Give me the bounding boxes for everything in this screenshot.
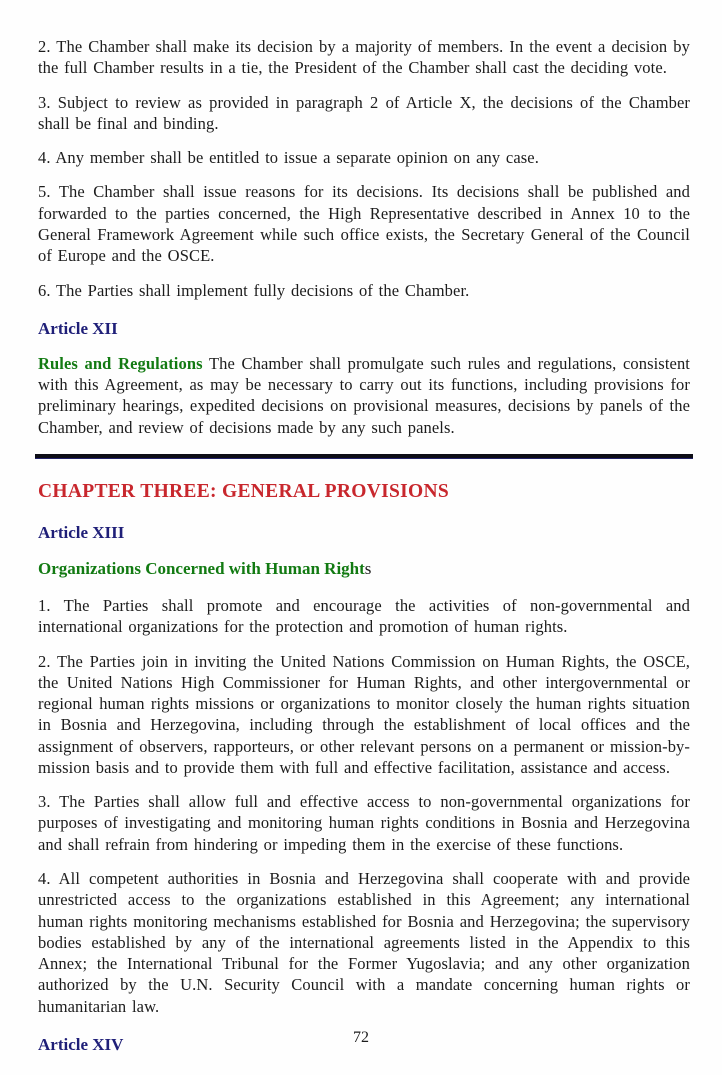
organizations-subheading-green: Organizations Concerned with Human Right	[38, 558, 365, 578]
organizations-subheading	[38, 559, 690, 579]
chapter-three-title: CHAPTER THREE: GENERAL PROVISIONS	[38, 480, 449, 502]
paragraph-5: 5. The Chamber shall issue reasons for its decisions. Its decisions shall be published and forwarded to the parties concerned, the High Representative described in Annex 10 to the General Framework Agreement while such office exists, the Secretary General of the Council of Europe and the OSCE.	[38, 182, 690, 266]
organizations-subheading-tail: s	[364, 558, 372, 578]
article-xiii-paragraph-4: 4. All competent authorities in Bosnia and Herzegovina shall cooperate with and provide unrestricted access to the organizations established in this Agreement; any international human rights monitoring mechanisms established for Bosnia and Herzegovina; the supervisory bodies established by any of the international agreements listed in the Appendix to this Annex; the International Tribunal for the Former Yugoslavia; and any other organization authorized by the U.N. Security Council with a mandate concerning human rights or humanitarian law.	[38, 869, 690, 1016]
paragraph-3: 3. Subject to review as provided in paragraph 2 of Article X, the decisions of the Chamber shall be final and binding.	[38, 92, 690, 133]
article-xiii-paragraph-2: 2. The Parties join in inviting the United Nations Commission on Human Rights, the OSCE, the United Nations High Commissioner for Human Rights, and other intergovernmental or regional human rights missions or organizations to monitor closely the human rights situation in Bosnia and Herzegovina, including through the establishment of local offices and the assignment of observers, rapporteurs, or other relevant persons on a permanent or mission-by-mission basis and to provide them with full and effective facilitation, assistance and access.	[38, 651, 690, 777]
section-divider-rule	[35, 454, 693, 459]
paragraph-4: 4. Any member shall be entitled to issue a separate opinion on any case.	[38, 148, 539, 168]
paragraph-6: 6. The Parties shall implement fully decisions of the Chamber.	[38, 280, 470, 300]
page-number: 72	[353, 1029, 369, 1046]
paragraph-2: 2. The Chamber shall make its decision by a majority of members. In the event a decision by the full Chamber results in a tie, the President of the Chamber shall cast the deciding vote.	[38, 37, 690, 78]
article-xiii-paragraph-1: 1. The Parties shall promote and encourage the activities of non-governmental and international organizations for the protection and promotion of human rights.	[38, 595, 690, 637]
rules-and-regulations-label: Rules and Regulations	[38, 353, 203, 373]
article-xii-heading: Article XII	[38, 318, 118, 338]
article-xii-body-text: The Chamber shall promulgate such rules and regulations, consistent with this Agreement, as may be necessary to carry out its functions, including provisions for preliminary hearings, expedited decisions on provisional measures, decisions by panels of the Chamber, and review of decisions made by any such panels.	[38, 353, 690, 437]
article-xiv-heading: Article XIV	[38, 1035, 124, 1054]
article-xiii-heading: Article XIII	[38, 522, 125, 542]
article-xiii-paragraph-3: 3. The Parties shall allow full and effective access to non-governmental organizations for purposes of investigating and monitoring human rights conditions in Bosnia and Herzegovina and shall refrain from hindering or impeding them in the exercise of these functions.	[38, 792, 690, 854]
article-xii-rules-paragraph	[38, 353, 690, 438]
